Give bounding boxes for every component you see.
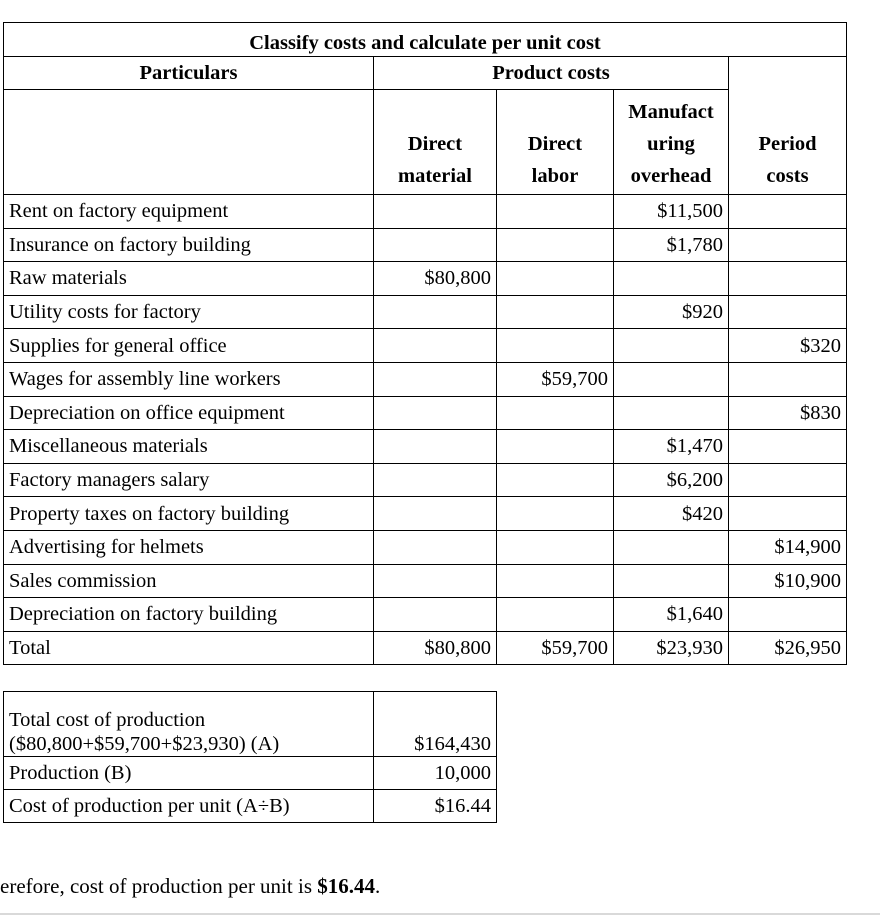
total-overhead: $23,930 <box>614 631 729 664</box>
cost-overhead <box>614 530 729 564</box>
total-period-costs: $26,950 <box>729 631 847 664</box>
cost-item-label: Utility costs for factory <box>4 295 374 329</box>
total-label: Total <box>4 631 374 664</box>
conclusion-sentence: erefore, cost of production per unit is $16.44. <box>0 874 381 898</box>
cost-direct-material <box>374 530 497 564</box>
cost-period <box>729 228 847 262</box>
cost-direct-material <box>374 329 497 363</box>
cost-direct-labor <box>497 463 614 497</box>
cost-item-label: Wages for assembly line workers <box>4 362 374 396</box>
cost-direct-material <box>374 195 497 229</box>
cost-item-label: Advertising for helmets <box>4 530 374 564</box>
cost-period: $14,900 <box>729 530 847 564</box>
cost-overhead: $1,640 <box>614 598 729 632</box>
period-costs-header: Period costs <box>729 57 847 195</box>
cost-direct-material <box>374 430 497 464</box>
cost-item-label: Miscellaneous materials <box>4 430 374 464</box>
cost-period <box>729 195 847 229</box>
conclusion-value: $16.44 <box>317 874 375 898</box>
cost-row <box>4 329 847 363</box>
cost-overhead: $420 <box>614 497 729 531</box>
total-direct-material: $80,800 <box>374 631 497 664</box>
cost-period <box>729 262 847 296</box>
cost-direct-material <box>374 564 497 598</box>
cost-direct-labor <box>497 396 614 430</box>
cost-direct-labor: $59,700 <box>497 362 614 396</box>
cost-direct-material <box>374 598 497 632</box>
table-title: Classify costs and calculate per unit cost <box>4 23 847 57</box>
calc-row-total-cost <box>4 692 497 757</box>
cost-item-label: Property taxes on factory building <box>4 497 374 531</box>
cost-row <box>4 463 847 497</box>
particulars-header: Particulars <box>4 57 374 90</box>
cost-row <box>4 530 847 564</box>
bottom-divider <box>0 913 880 915</box>
cost-direct-labor <box>497 195 614 229</box>
cost-overhead <box>614 362 729 396</box>
direct-labor-header: Direct labor <box>497 90 614 195</box>
cost-direct-labor <box>497 530 614 564</box>
cost-row <box>4 228 847 262</box>
cost-row <box>4 295 847 329</box>
product-costs-header: Product costs <box>374 57 729 90</box>
cost-direct-labor <box>497 497 614 531</box>
cost-item-label: Supplies for general office <box>4 329 374 363</box>
cost-direct-material <box>374 463 497 497</box>
cost-direct-labor <box>497 564 614 598</box>
calc-label-unit-cost: Cost of production per unit (A÷B) <box>4 790 374 823</box>
cost-row <box>4 362 847 396</box>
cost-direct-material <box>374 362 497 396</box>
cost-period: $10,900 <box>729 564 847 598</box>
cost-period <box>729 362 847 396</box>
cost-period <box>729 295 847 329</box>
cost-direct-material <box>374 497 497 531</box>
total-direct-labor: $59,700 <box>497 631 614 664</box>
cost-overhead <box>614 396 729 430</box>
cost-direct-labor <box>497 598 614 632</box>
cost-row <box>4 262 847 296</box>
cost-period <box>729 463 847 497</box>
cost-overhead: $920 <box>614 295 729 329</box>
calc-value-unit-cost: $16.44 <box>374 790 497 823</box>
cost-direct-material <box>374 396 497 430</box>
cost-period <box>729 430 847 464</box>
direct-material-header: Direct material <box>374 90 497 195</box>
cost-overhead: $11,500 <box>614 195 729 229</box>
cost-direct-labor <box>497 430 614 464</box>
calc-label-total-cost: Total cost of production ($80,800+$59,700+$23,930) (A) <box>4 692 374 757</box>
total-row <box>4 631 847 664</box>
cost-row <box>4 598 847 632</box>
cost-period <box>729 497 847 531</box>
cost-row <box>4 396 847 430</box>
calc-value-production: 10,000 <box>374 757 497 790</box>
cost-period: $830 <box>729 396 847 430</box>
calc-value-total-cost: $164,430 <box>374 692 497 757</box>
calc-label-production: Production (B) <box>4 757 374 790</box>
cost-direct-material <box>374 295 497 329</box>
cost-period <box>729 598 847 632</box>
cost-overhead <box>614 262 729 296</box>
manufacturing-overhead-header: Manufact uring overhead <box>614 90 729 195</box>
cost-direct-labor <box>497 228 614 262</box>
cost-direct-labor <box>497 295 614 329</box>
cost-overhead: $6,200 <box>614 463 729 497</box>
cost-item-label: Insurance on factory building <box>4 228 374 262</box>
cost-item-label: Factory managers salary <box>4 463 374 497</box>
cost-overhead <box>614 329 729 363</box>
cost-row <box>4 564 847 598</box>
calc-row-production <box>4 757 497 790</box>
cost-overhead: $1,470 <box>614 430 729 464</box>
particulars-blank-cell <box>4 90 374 195</box>
cost-row <box>4 195 847 229</box>
cost-item-label: Sales commission <box>4 564 374 598</box>
cost-overhead: $1,780 <box>614 228 729 262</box>
cost-row <box>4 497 847 531</box>
cost-item-label: Raw materials <box>4 262 374 296</box>
cost-item-label: Depreciation on factory building <box>4 598 374 632</box>
cost-classification-table <box>3 22 847 665</box>
cost-row <box>4 430 847 464</box>
cost-period: $320 <box>729 329 847 363</box>
cost-overhead <box>614 564 729 598</box>
cost-direct-material: $80,800 <box>374 262 497 296</box>
cost-direct-labor <box>497 262 614 296</box>
cost-direct-labor <box>497 329 614 363</box>
calc-row-unit-cost <box>4 790 497 823</box>
cost-item-label: Rent on factory equipment <box>4 195 374 229</box>
cost-direct-material <box>374 228 497 262</box>
cost-item-label: Depreciation on office equipment <box>4 396 374 430</box>
unit-cost-calculation-table <box>3 691 497 823</box>
